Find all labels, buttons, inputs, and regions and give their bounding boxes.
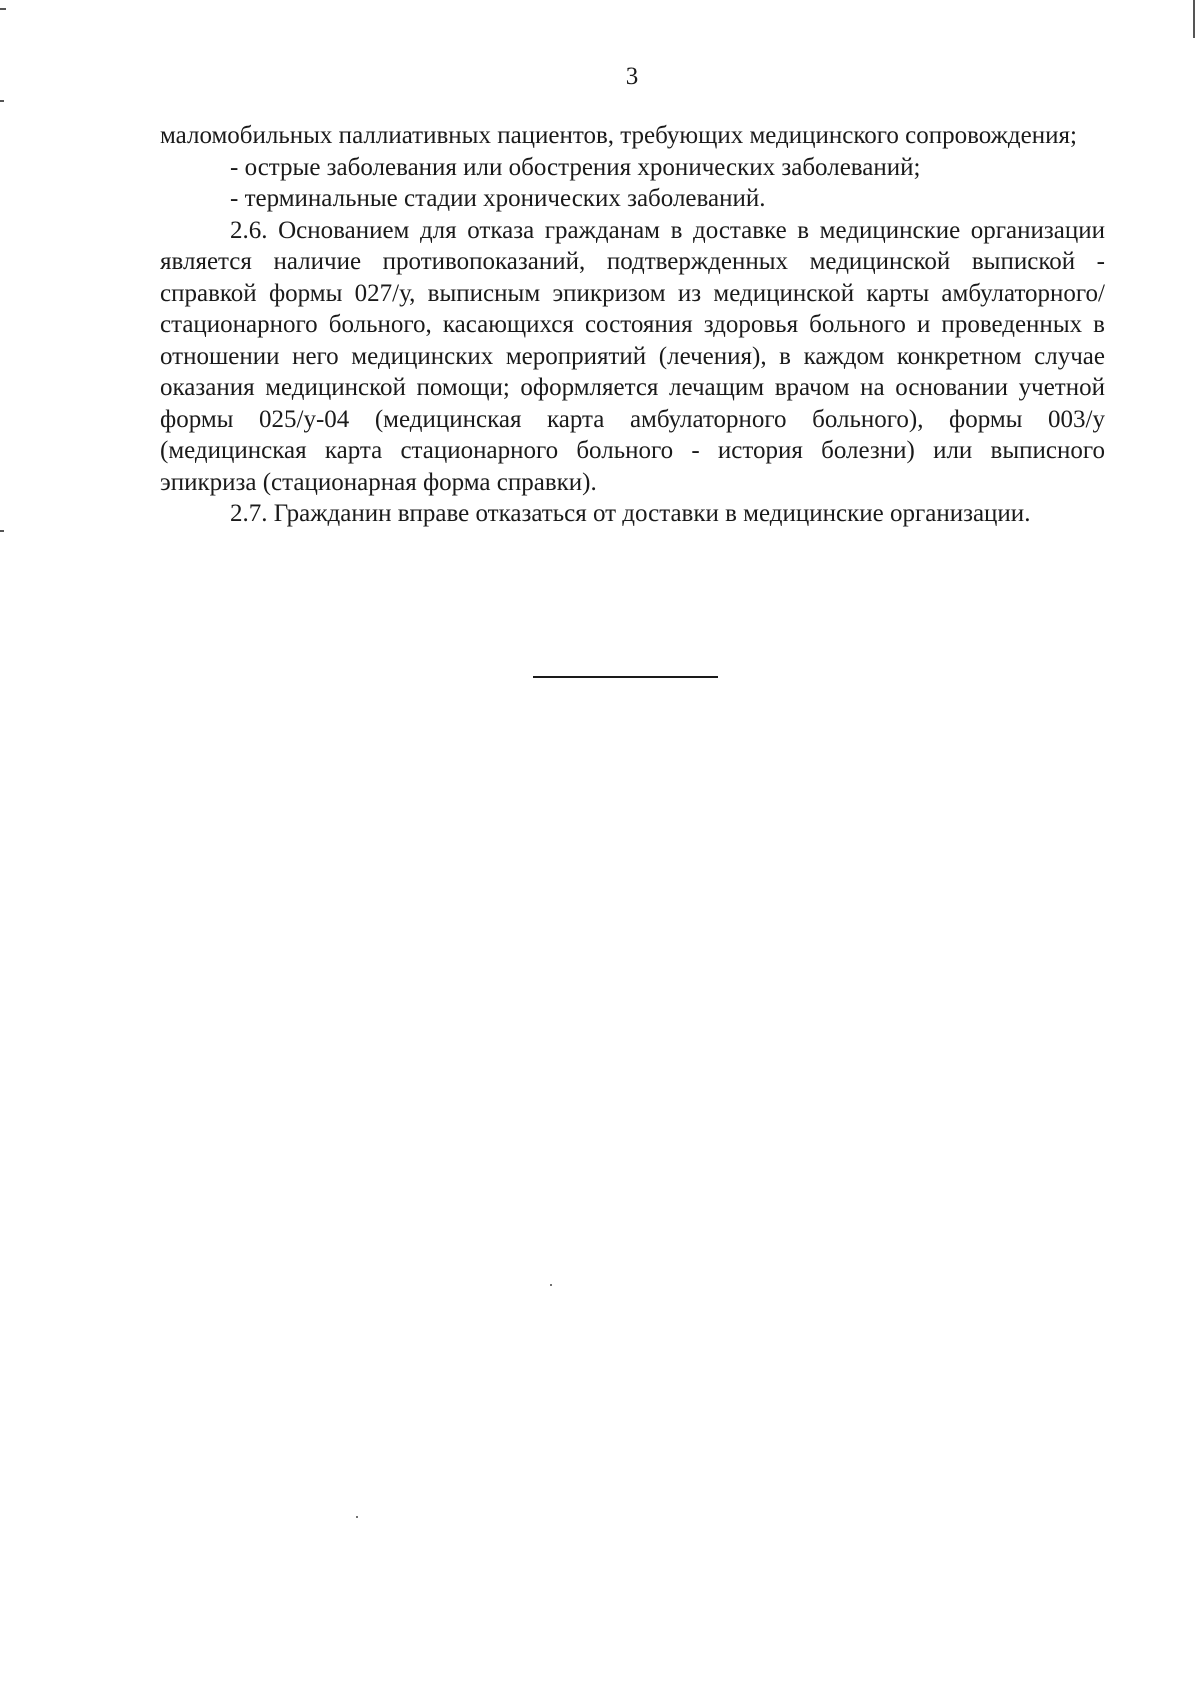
list-item-acute-diseases: - острые заболевания или обострения хронических заболеваний; [230,153,921,181]
scan-edge-mark [0,100,4,102]
paragraph-continuation: маломобильных паллиативных пациентов, требующих медицинского сопровождения; [160,122,1077,149]
page-number: 3 [625,63,639,90]
scan-speck [550,1284,552,1286]
clause-2-6: 2.6. Основанием для отказа гражданам в доставке в медицинские организации является наличие противопоказаний, подтвержденных медицинской выпиской - справкой формы 027/у, выписным эпикризом из медицинской карты амбулаторного/стационарного больного, касающихся состояния здоровья больного и проведенных в отношении него медицинских мероприятий (лечения), в каждом конкретном случае оказания медицинской помощи; оформляется лечащим врачом на основании учетной формы 025/у-04 (медицинская карта амбулаторного больного), формы 003/у (медицинская карта стационарного больного - история болезни) или выписного эпикриза (стационарная форма справки). [160,216,1105,496]
document-body [160,120,1105,530]
clause-2-7: 2.7. Гражданин вправе отказаться от доставки в медицинские организации. [230,500,1031,527]
end-of-text-rule [533,676,718,678]
scan-edge-mark [0,530,4,532]
scan-speck [356,1516,358,1518]
list-item-terminal-stages: - терминальные стадии хронических заболеваний. [230,185,766,212]
scan-edge-mark [0,8,6,10]
scan-edge-mark [1193,0,1195,38]
